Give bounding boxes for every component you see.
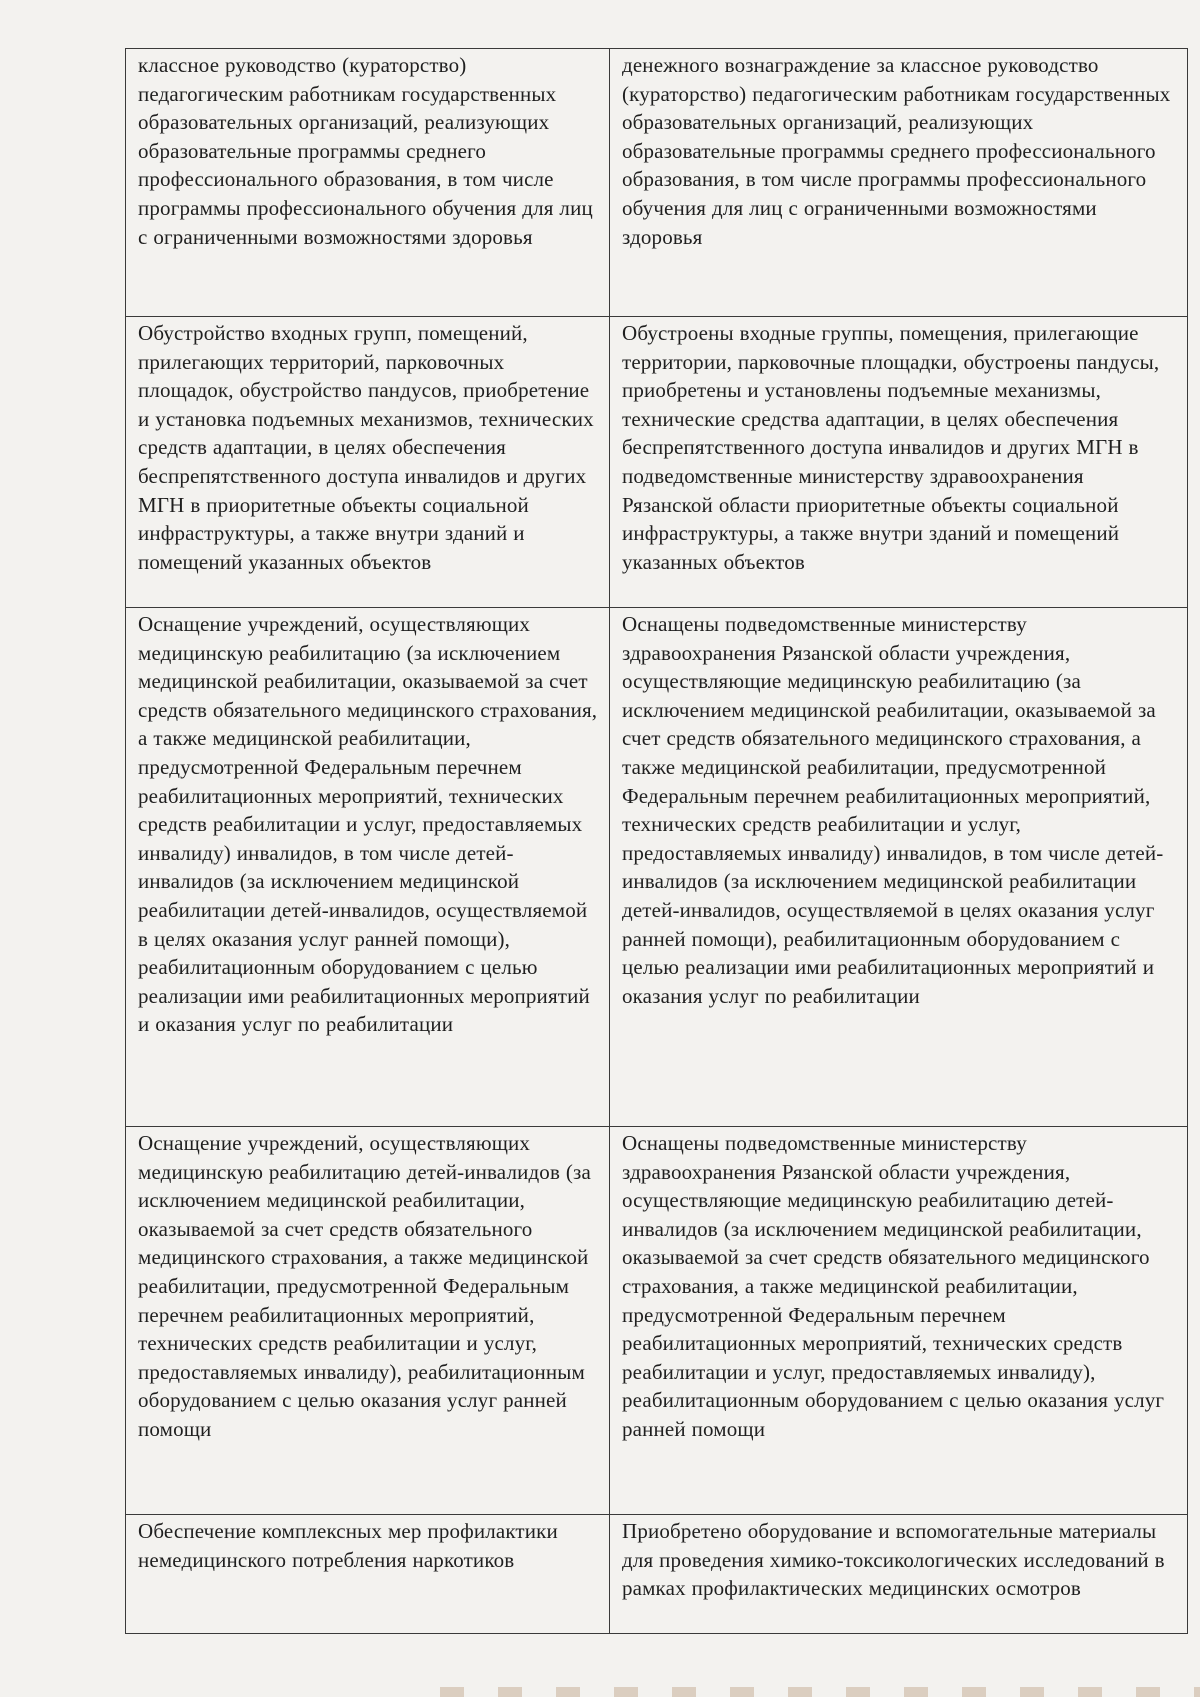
measure-text: Обустройство входных групп, помещений, прилегающих территорий, парковочных площадок, обустройство пандусов, приобретение и установка подъемных механизмов, технических средств адаптации, в целях обеспечения беспрепятственного доступа инвалидов и других МГН в приоритетные объекты социальной инфраструктуры, а также внутри зданий и помещений указанных объектов <box>138 321 594 574</box>
measure-text: классное руководство (кураторство) педагогическим работникам государственных образовательных организаций, реализующих образовательные программы среднего профессионального образования, в том числе программы профессионального обучения для лиц с ограниченными возможностями здоровья <box>138 53 593 249</box>
table-row <box>126 608 1188 1127</box>
measure-cell <box>126 317 610 608</box>
table-row <box>126 317 1188 608</box>
measure-cell <box>126 1127 610 1515</box>
table-row <box>126 49 1188 317</box>
result-cell <box>610 608 1188 1127</box>
result-cell <box>610 1515 1188 1634</box>
result-text: Приобретено оборудование и вспомогательные материалы для проведения химико-токсикологических исследований в рамках профилактических медицинских осмотров <box>622 1519 1165 1601</box>
result-text: Оснащены подведомственные министерству здравоохранения Рязанской области учреждения, осуществляющие медицинскую реабилитацию (за исключением медицинской реабилитации, оказываемой за счет средств обязательного медицинского страхования, а также медицинской реабилитации, предусмотренной Федеральным перечнем реабилитационных мероприятий, технических средств реабилитации и услуг, предоставляемых инвалиду) инвалидов, в том числе детей-инвалидов (за исключением медицинской реабилитации детей-инвалидов, осуществляемой в целях оказания услуг ранней помощи), реабилитационным оборудованием с целью реализации ими реабилитационных мероприятий и оказания услуг по реабилитации <box>622 612 1164 1008</box>
measure-text: Оснащение учреждений, осуществляющих медицинскую реабилитацию детей-инвалидов (за исключением медицинской реабилитации, оказываемой за счет средств обязательного медицинского страхования, а также медицинской реабилитации, предусмотренной Федеральным перечнем реабилитационных мероприятий, технических средств реабилитации и услуг, предоставляемых инвалиду), реабилитационным оборудованием с целью оказания услуг ранней помощи <box>138 1131 591 1441</box>
result-text: Оснащены подведомственные министерству здравоохранения Рязанской области учреждения, осуществляющие медицинскую реабилитацию детей-инвалидов (за исключением медицинской реабилитации, оказываемой за счет средств обязательного медицинского страхования, а также медицинской реабилитации, предусмотренной Федеральным перечнем реабилитационных мероприятий, технических средств реабилитации и услуг, предоставляемых инвалиду), реабилитационным оборудованием с целью оказания услуг ранней помощи <box>622 1131 1165 1441</box>
measure-text: Обеспечение комплексных мер профилактики немедицинского потребления наркотиков <box>138 1519 558 1572</box>
measure-cell <box>126 49 610 317</box>
result-cell <box>610 317 1188 608</box>
scan-edge-artifact <box>440 1687 1200 1697</box>
measures-table <box>125 48 1188 1634</box>
result-text: Обустроены входные группы, помещения, прилегающие территории, парковочные площадки, обустроены пандусы, приобретены и установлены подъемные механизмы, технические средства адаптации, в целях обеспечения беспрепятственного доступа инвалидов и других МГН в подведомственные министерству здравоохранения Рязанской области приоритетные объекты социальной инфраструктуры, а также внутри зданий и помещений указанных объектов <box>622 321 1160 574</box>
result-cell <box>610 1127 1188 1515</box>
measure-text: Оснащение учреждений, осуществляющих медицинскую реабилитацию (за исключением медицинской реабилитации, оказываемой за счет средств обязательного медицинского страхования, а также медицинской реабилитации, предусмотренной Федеральным перечнем реабилитационных мероприятий, технических средств реабилитации и услуг, предоставляемых инвалиду) инвалидов, в том числе детей-инвалидов (за исключением медицинской реабилитации детей-инвалидов, осуществляемой в целях оказания услуг ранней помощи), реабилитационным оборудованием с целью реализации ими реабилитационных мероприятий и оказания услуг по реабилитации <box>138 612 598 1037</box>
measure-cell <box>126 1515 610 1634</box>
table-row <box>126 1127 1188 1515</box>
measure-cell <box>126 608 610 1127</box>
result-text: денежного вознаграждение за классное руководство (кураторство) педагогическим работникам государственных образовательных организаций, реализующих образовательные программы среднего профессионального образования, в том числе программы профессионального обучения для лиц с ограниченными возможностями здоровья <box>622 53 1171 249</box>
result-cell <box>610 49 1188 317</box>
table-body <box>126 49 1188 1634</box>
table-row <box>126 1515 1188 1634</box>
